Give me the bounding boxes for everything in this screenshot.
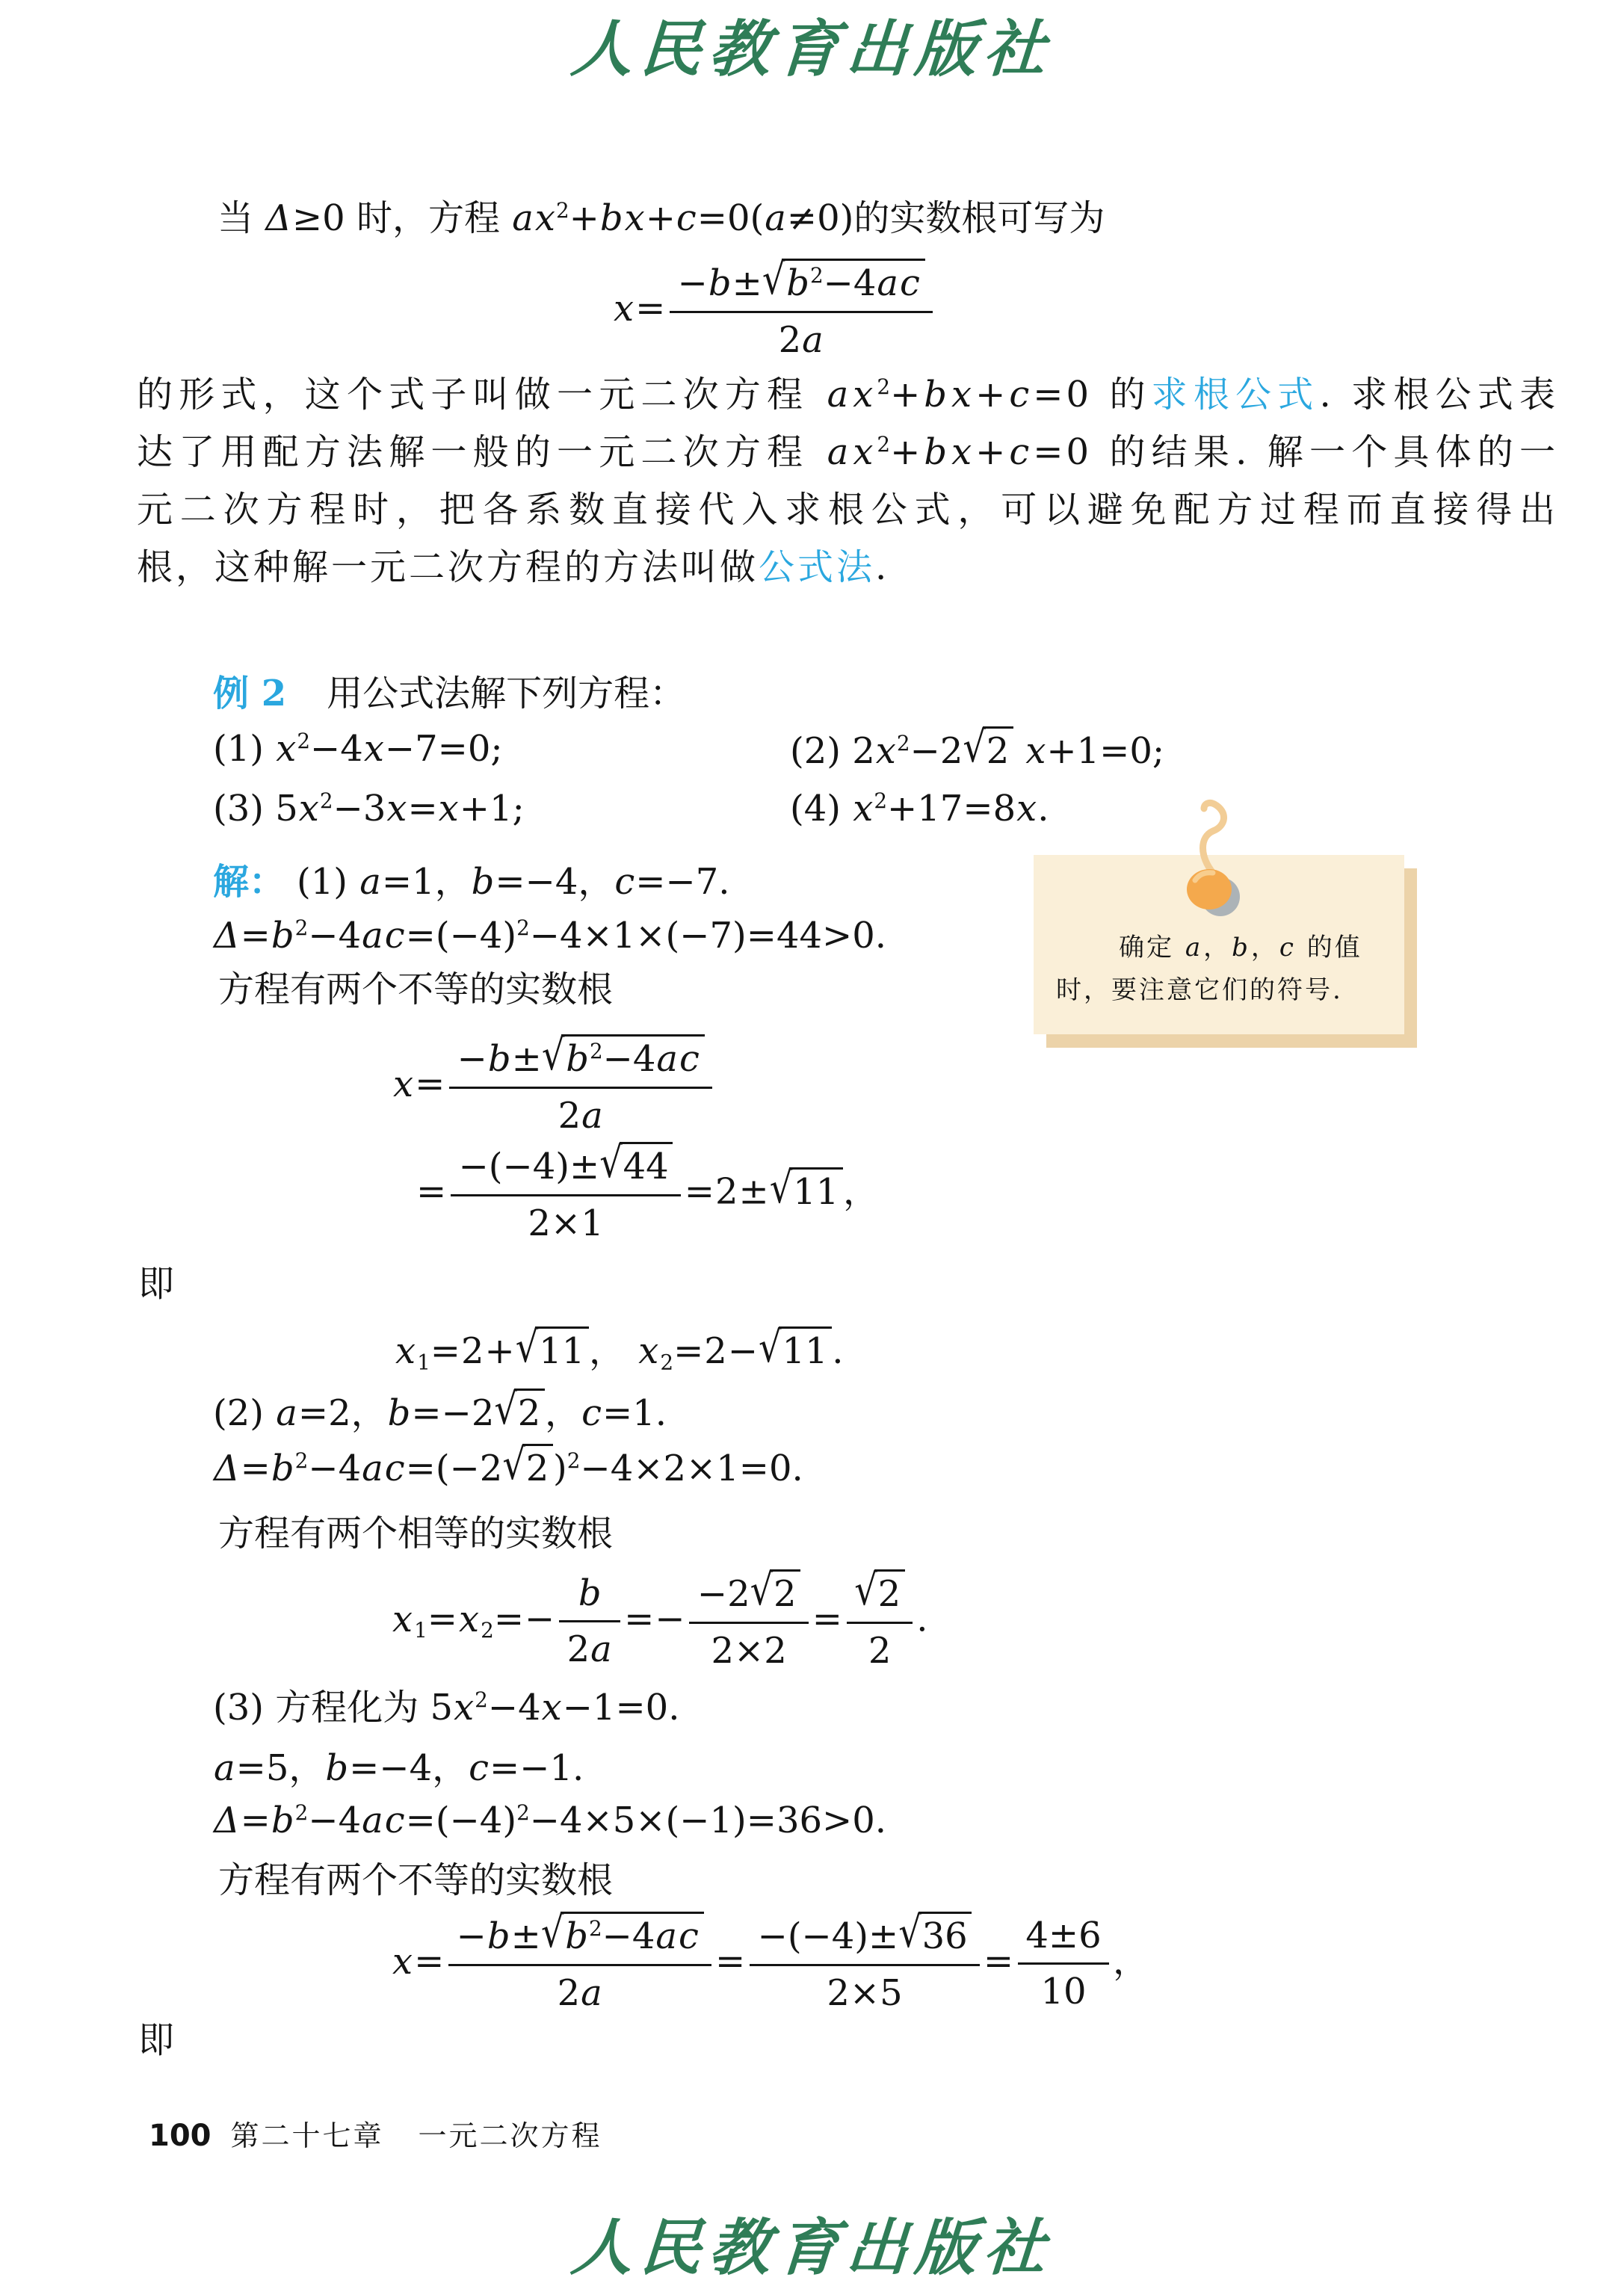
problem-3: (3) $5x^2-3x=x+1$; [213, 788, 525, 830]
delta-1: $\Delta=b^2-4ac=(-4)^2-4\times 1\times(-7)=44>0$. [214, 915, 887, 957]
example-label: 例 2 [213, 673, 287, 714]
solution-line-coeffs-1 [213, 859, 730, 905]
paragraph-line [137, 487, 1558, 545]
text-run: 的 [1091, 374, 1152, 416]
note-line-2: 时，要注意它们的符号. [1056, 975, 1343, 1005]
delta-2: $\Delta=b^2-4ac=(-2√2$ )$^2$−4×2×1=0. [213, 1444, 803, 1492]
text-run: 达了用配方法解一般的一元二次方程 [137, 431, 827, 473]
problem-4: (4) $x^2+17=8x$. [790, 788, 1049, 830]
roots-text-1: 方程有两个不等的实数根 [218, 969, 614, 1010]
text-run: 的实数根可写为 [853, 197, 1105, 239]
margin-note [1034, 855, 1404, 1034]
paragraph-line [137, 545, 1558, 602]
text-run: 当 [217, 197, 265, 239]
problem-row-2 [213, 786, 1049, 832]
paragraph-line [137, 430, 1558, 487]
paragraph-line [137, 372, 1558, 430]
delta-3: $\Delta=b^2-4ac=(-4)^2-4\times 5\times(-1)=36>0$. [214, 1800, 887, 1841]
problem-1: (1) $x^2-4x-7=0$; [213, 728, 503, 770]
solution-label: 解： [213, 861, 285, 903]
text-run: 根，这种解一元二次方程的方法叫做 [137, 546, 759, 588]
highlighted-term: 求根公式 [1151, 374, 1320, 416]
transform-3-text: (3) 方程化为 [213, 1687, 430, 1729]
transform-3 [213, 1685, 679, 1731]
text-run: 元二次方程时，把各系数直接代入求根公式，可以避免配方过程而直接得出 [137, 489, 1558, 531]
text-run: . [875, 546, 890, 588]
publisher-logo-bottom: 人民教育出版社 [569, 2212, 1055, 2284]
page-number: 100 [149, 2119, 212, 2153]
roots-text-2: 方程有两个相等的实数根 [218, 1513, 614, 1554]
page-footer [149, 2117, 602, 2155]
text-run: 的形式，这个式子叫做一元二次方程 [137, 374, 827, 416]
inline-math: Δ≥0 [265, 197, 345, 239]
coeffs-3: a=5，b=−4，c=−1. [214, 1747, 584, 1789]
lead-paragraph [137, 196, 1105, 241]
transform-3-eq: $5x^2-4x-1=0$. [430, 1687, 680, 1729]
coeffs-1: (1) a=1，b=−4，c=−7. [297, 861, 730, 903]
chapter-label: 第二十七章 [230, 2119, 384, 2152]
note-line-1: 确定 a，b，c 的值 [1119, 933, 1362, 963]
problem-2: (2) $2x^2-2√2$ x+1=0; [790, 726, 1164, 775]
text-run: 的结果. 解一个具体的一 [1092, 431, 1558, 473]
highlighted-term: 公式法 [759, 546, 876, 588]
inline-math: $ax^2+bx+c=0$ [827, 374, 1092, 416]
example-prompt: 用公式法解下列方程： [327, 673, 686, 714]
ie-2: 即 [138, 2019, 175, 2061]
result-2: $x_1=x_2=-$ $\frac{b}{2a}$ =− $\frac{-2√2}{2\times 2}$ = $\frac{√2}{2}$ . [392, 1569, 929, 1674]
formula-3: x= $\frac{-b\pm√b^2-4ac}{2a}$ = $\frac{-(-4)\pm√36}{2\times 5}$ = $\frac{4\pm 6}{10}$ ， [392, 1912, 1149, 2016]
chapter-title: 一元二次方程 [418, 2119, 602, 2152]
inline-math: $ax^2+bx+c=0(a\ne 0)$ [512, 197, 854, 239]
inline-math: $ax^2+bx+c=0$ [827, 431, 1093, 473]
ie-1: 即 [138, 1263, 175, 1305]
roots-text-3: 方程有两个不等的实数根 [218, 1859, 614, 1901]
pin-icon [1167, 798, 1264, 925]
publisher-logo-top: 人民教育出版社 [569, 13, 1055, 85]
result-1: $x_1=2+√11$ ， $x_2=2-√11$ . [395, 1323, 845, 1375]
coeffs-2: (2) a=2，b=−2√2 ，c=1. [213, 1389, 667, 1437]
body-paragraph [137, 372, 1558, 602]
problem-row-1 [213, 723, 1165, 773]
example-heading [213, 671, 685, 717]
formula-1-eval: = $\frac{-(-4)\pm√44}{2\times 1}$ =2±√11 ， [416, 1142, 880, 1247]
quadratic-formula-display: x= $\frac{-b\pm√b^2-4ac}{2a}$ [613, 259, 936, 363]
text-run: 时，方程 [345, 197, 512, 239]
text-run: . 求根公式表 [1319, 374, 1558, 416]
formula-1: x= $\frac{-b\pm√b^2-4ac}{2a}$ [392, 1034, 716, 1139]
